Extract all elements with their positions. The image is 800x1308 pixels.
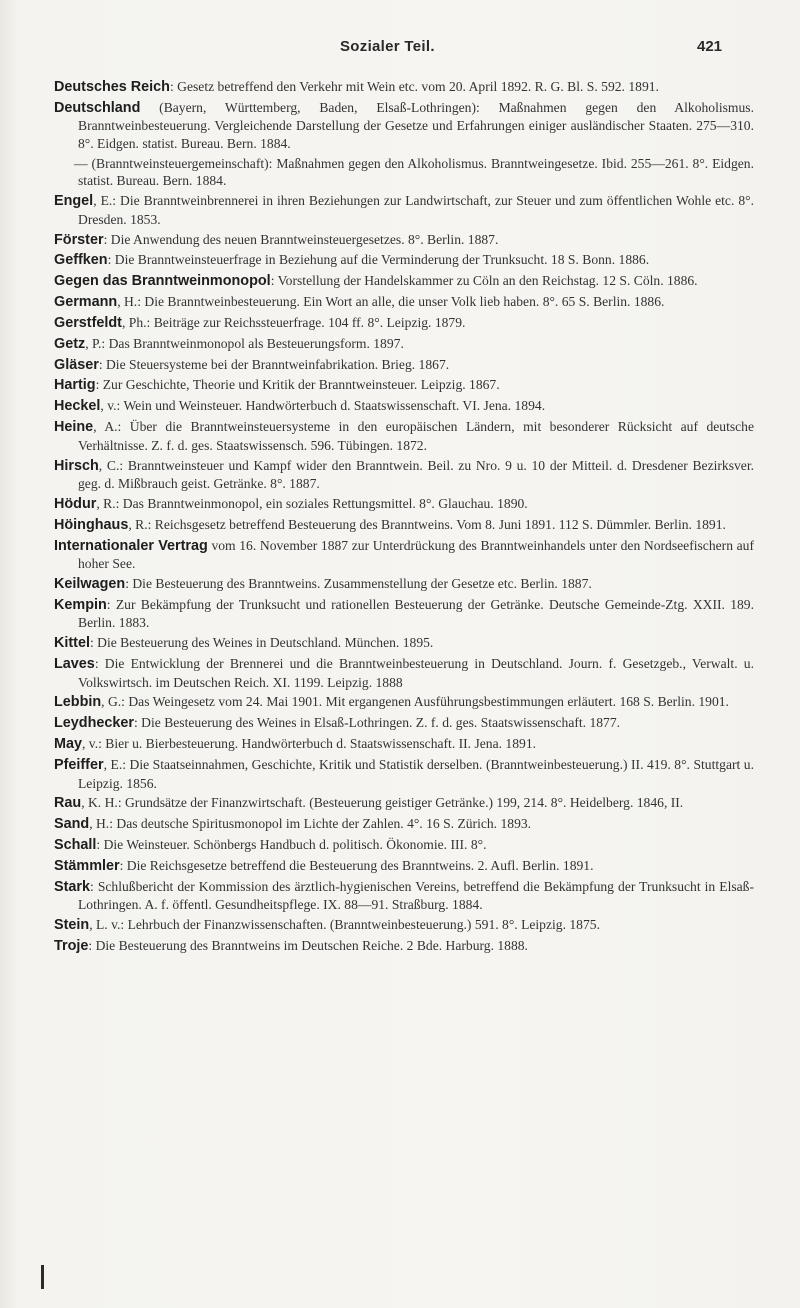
entry-text: : Die Besteuerung des Weines in Elsaß-Lothringen. Z. f. d. ges. Staatswissenschaft. 1877. — [134, 715, 621, 731]
entry-text: : Gesetz betreffend den Verkehr mit Wein etc. vom 20. April 1892. R. G. Bl. S. 592. 1891. — [169, 79, 659, 94]
entry-text: : Zur Geschichte, Theorie und Kritik der Branntweinsteuer. Leipzig. 1867. — [95, 377, 500, 393]
bibliography-entry — [54, 99, 754, 153]
bibliography-entry — [54, 155, 754, 190]
bibliography-entry — [54, 714, 754, 733]
entry-text: : Die Steuersysteme bei der Branntweinfabrikation. Brieg. 1867. — [98, 356, 450, 372]
entry-text: : Schlußbericht der Kommission des ärztlich-hygienischen Vereins, betreffend die Bekämpfung der Trunksucht in Elsaß-Lothringen. A. f. öffentl. Gesundheitspflege. IX. 88—91. Straßburg. 1884. — [78, 878, 754, 913]
entry-text: , R.: Das Branntweinmonopol, ein soziales Rettungsmittel. 8°. Glauchau. 1890. — [96, 495, 528, 511]
entry-author: Hartig — [54, 377, 96, 394]
entry-text: : Die Besteuerung des Weines in Deutschland. München. 1895. — [89, 635, 434, 651]
entry-text: , E.: Die Staatseinnahmen, Geschichte, Kritik und Statistik derselben. (Branntweinbesteuerung.) II. 419. 8°. Stuttgart u. Leipzig. 1856. — [78, 757, 754, 791]
bibliography-entry — [54, 192, 754, 228]
bibliography-entry — [54, 916, 754, 935]
entry-author: Gegen das Branntweinmonopol — [54, 273, 271, 290]
entry-text: : Die Besteuerung des Branntweins im Deutschen Reiche. 2 Bde. Harburg. 1888. — [88, 938, 528, 954]
margin-mark — [41, 1265, 44, 1289]
entry-author: Heckel — [54, 398, 101, 415]
entry-author: Gerstfeldt — [54, 314, 122, 331]
entry-author: Keilwagen — [54, 576, 126, 593]
entry-text: vom 16. November 1887 zur Unterdrückung des Branntweinhandels unter den Nordseefischern auf hoher See. — [78, 537, 754, 572]
bibliography-entry — [54, 693, 754, 712]
running-head: Sozialer Teil. — [340, 38, 435, 55]
entry-text: : Zur Bekämpfung der Trunksucht und rationellen Besteuerung der Getränke. Deutsche Gemeinde-Ztg. XXII. 189. Berlin. 1883. — [78, 596, 754, 631]
entry-text: : Vorstellung der Handelskammer zu Cöln an den Reichstag. 12 S. Cöln. 1886. — [270, 273, 698, 289]
entry-text: , K. H.: Grundsätze der Finanzwirtschaft. (Besteuerung geistiger Getränke.) 199, 214. 8°. Heidelberg. 1846, II. — [81, 795, 684, 811]
bibliography-entry — [54, 756, 754, 792]
entry-author: Förster — [54, 231, 104, 248]
entry-text: , C.: Branntweinsteuer und Kampf wider den Branntwein. Beil. zu Nro. 9 u. 10 der Mitteil. d. Dresdener Bezirksver. geg. d. Mißbrauch geist. Getränke. 8°. 1887. — [78, 457, 754, 492]
bibliography-entry — [54, 272, 754, 291]
entry-author: Rau — [54, 795, 82, 812]
entry-text: , R.: Reichsgesetz betreffend Besteuerung des Branntweins. Vom 8. Juni 1891. 112 S. Dümmler. Berlin. 1891. — [128, 516, 726, 532]
entry-author: May — [54, 736, 82, 753]
bibliography-list — [54, 78, 754, 958]
entry-author: Laves — [54, 656, 95, 673]
bibliography-entry — [54, 857, 754, 876]
bibliography-entry — [54, 293, 754, 312]
entry-text: , L. v.: Lehrbuch der Finanzwissenschaften. (Branntweinbesteuerung.) 591. 8°. Leipzig. 1875. — [89, 917, 600, 933]
entry-text: : Die Branntweinsteuerfrage in Beziehung auf die Verminderung der Trunksucht. 18 S. Bonn. 1886. — [107, 252, 650, 268]
bibliography-entry — [54, 231, 754, 250]
bibliography-entry — [54, 251, 754, 270]
entry-author: Deutsches Reich — [54, 79, 170, 95]
bibliography-entry — [54, 794, 754, 813]
bibliography-entry — [54, 314, 754, 333]
bibliography-entry — [54, 537, 754, 573]
entry-text: : Die Besteuerung des Branntweins. Zusammenstellung der Gesetze etc. Berlin. 1887. — [125, 576, 592, 592]
entry-author: Stämmler — [54, 857, 120, 874]
entry-author: Stein — [54, 917, 90, 934]
entry-text: , G.: Das Weingesetz vom 24. Mai 1901. Mit ergangenen Ausführungsbestimmungen erläutert. 168 S. Berlin. 1901. — [101, 694, 729, 710]
bibliography-entry — [54, 376, 754, 395]
entry-author: Lebbin — [54, 694, 102, 711]
entry-author: Heine — [54, 419, 94, 436]
bibliography-entry — [54, 575, 754, 594]
entry-author: Kempin — [54, 596, 107, 613]
bibliography-entry — [54, 596, 754, 632]
entry-author: Schall — [54, 837, 97, 854]
page-number: 421 — [697, 38, 723, 55]
entry-text: : Die Entwicklung der Brennerei und die Branntweinbesteuerung in Deutschland. Journ. f. Gesetzgeb., Verwalt. u. Volkswirtsch. im Deutschen Reich. XI. 1199. Leipzig. 1888 — [78, 656, 754, 690]
entry-text: : Die Anwendung des neuen Branntweinsteuergesetzes. 8°. Berlin. 1887. — [103, 231, 499, 247]
entry-author: Getz — [54, 335, 86, 352]
bibliography-entry — [54, 937, 754, 956]
entry-text: : Die Weinsteuer. Schönbergs Handbuch d. politisch. Ökonomie. III. 8°. — [96, 837, 487, 853]
bibliography-entry — [54, 735, 754, 754]
bibliography-entry — [54, 655, 754, 691]
entry-author: Höinghaus — [54, 516, 129, 533]
bibliography-entry — [54, 878, 754, 914]
entry-author: Hirsch — [54, 457, 99, 474]
bibliography-entry — [54, 815, 754, 834]
entry-text: — (Branntweinsteuergemeinschaft): Maßnahmen gegen den Alkoholismus. Branntweingesetze. Ibid. 255—261. 8°. Eidgen. statist. Bureau. Bern. 1884. — [74, 155, 754, 189]
entry-text: , H.: Die Branntweinbesteuerung. Ein Wort an alle, die unser Volk lieb haben. 8°. 65 S. Berlin. 1886. — [117, 294, 665, 310]
page-header — [0, 38, 800, 60]
entry-text: (Bayern, Württemberg, Baden, Elsaß-Lothringen): Maßnahmen gegen den Alkoholismus. Branntweinbesteuerung. Vergleichende Darstellung der Gesetze und Erfahrungen einiger ausländischer Staaten. 275—310. 8°. Eidgen. statist. Bureau. Bern. 1884. — [78, 99, 754, 151]
entry-text: , P.: Das Branntweinmonopol als Besteuerungsform. 1897. — [85, 335, 404, 351]
bibliography-entry — [54, 356, 754, 375]
entry-text: , H.: Das deutsche Spiritusmonopol im Lichte der Zahlen. 4°. 16 S. Zürich. 1893. — [89, 816, 532, 832]
entry-author: Kittel — [54, 635, 90, 652]
entry-author: Deutschland — [54, 99, 141, 116]
entry-author: Leydhecker — [54, 715, 134, 732]
bibliography-entry — [54, 418, 754, 454]
entry-text: , A.: Über die Branntweinsteuersysteme in den europäischen Ländern, mit besonderer Rücksicht auf deutsche Verhältnisse. Z. f. d. ges. Staatswissensch. 596. Tübingen. 1872. — [78, 419, 754, 453]
entry-author: Gläser — [54, 356, 99, 373]
entry-author: Troje — [54, 938, 89, 955]
entry-text: , Ph.: Beiträge zur Reichssteuerfrage. 104 ff. 8°. Leipzig. 1879. — [121, 314, 466, 330]
entry-text: : Die Reichsgesetze betreffend die Besteuerung des Branntweins. 2. Aufl. Berlin. 1891. — [119, 857, 594, 873]
bibliography-entry — [54, 836, 754, 855]
bibliography-entry — [54, 634, 754, 653]
entry-author: Internationaler Vertrag — [54, 537, 208, 554]
bibliography-entry — [54, 397, 754, 416]
entry-author: Engel — [54, 193, 94, 210]
bibliography-entry — [54, 78, 754, 97]
entry-text: , E.: Die Branntweinbrennerei in ihren Beziehungen zur Landwirtschaft, zur Steuer und zum öffentlichen Wohle etc. 8°. Dresden. 1853. — [78, 193, 754, 227]
entry-author: Sand — [54, 816, 90, 833]
entry-author: Stark — [54, 878, 90, 895]
bibliography-entry — [54, 457, 754, 493]
entry-text: , v.: Wein und Weinsteuer. Handwörterbuch d. Staatswissenschaft. VI. Jena. 1894. — [100, 398, 546, 414]
entry-text: , v.: Bier u. Bierbesteuerung. Handwörterbuch d. Staatswissenschaft. II. Jena. 1891. — [82, 736, 537, 752]
bibliography-entry — [54, 495, 754, 514]
entry-author: Germann — [54, 294, 118, 311]
bibliography-entry — [54, 335, 754, 354]
bibliography-entry — [54, 516, 754, 535]
entry-author: Geffken — [54, 252, 108, 269]
entry-author: Hödur — [54, 495, 97, 512]
entry-author: Pfeiffer — [54, 757, 104, 774]
